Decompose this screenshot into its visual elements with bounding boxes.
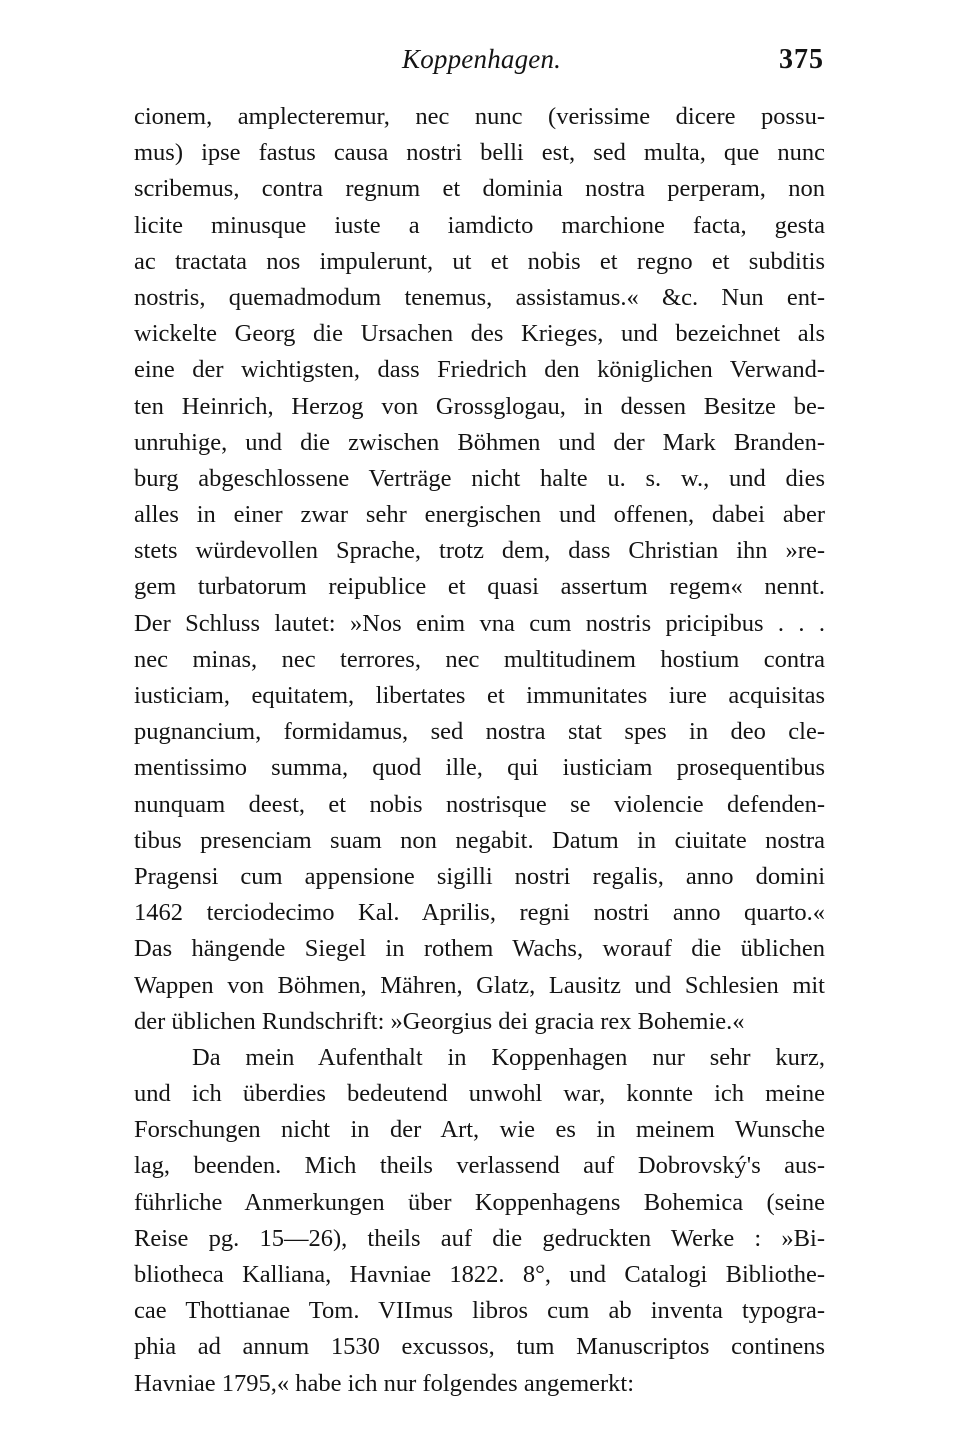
text-line: 1462 terciodecimo Kal. Aprilis, regni nostri anno quarto.« xyxy=(134,899,825,927)
text-line: lag, beenden. Mich theils verlassend auf Dobrovský's aus- xyxy=(134,1152,825,1180)
text-line: nunquam deest, et nobis nostrisque se violencie defenden- xyxy=(134,790,825,818)
text-line: unruhige, und die zwischen Böhmen und der Mark Branden- xyxy=(134,428,825,456)
text-line: stets würdevollen Sprache, trotz dem, dass Christian ihn »re- xyxy=(134,537,825,565)
text-line: pugnancium, formidamus, sed nostra stat spes in deo cle- xyxy=(134,718,825,746)
running-title: Koppenhagen. xyxy=(402,44,562,74)
text-line: der üblichen Rundschrift: »Georgius dei gracia rex Bohemie.« xyxy=(134,1007,745,1035)
text-line: Das hängende Siegel in rothem Wachs, worauf die üblichen xyxy=(134,935,825,963)
body-text xyxy=(134,99,825,1402)
text-line: Havniae 1795,« habe ich nur folgendes angemerkt: xyxy=(134,1369,635,1397)
text-line: Forschungen nicht in der Art, wie es in meinem Wunsche xyxy=(134,1116,825,1144)
paragraph-start-line: Da mein Aufenthalt in Koppenhagen nur sehr kurz, xyxy=(192,1043,825,1071)
text-line: ten Heinrich, Herzog von Grossglogau, in dessen Besitze be- xyxy=(134,392,825,420)
text-line: mus) ipse fastus causa nostri belli est, sed multa, que nunc xyxy=(134,139,825,167)
text-line: Wappen von Böhmen, Mähren, Glatz, Lausitz und Schlesien mit xyxy=(134,971,825,999)
text-line: ac tractata nos impulerunt, ut et nobis et regno et subditis xyxy=(134,247,825,275)
text-line: wickelte Georg die Ursachen des Krieges, und bezeichnet als xyxy=(134,320,825,348)
text-line: alles in einer zwar sehr energischen und offenen, dabei aber xyxy=(134,501,825,529)
text-line: licite minusque iuste a iamdicto marchione facta, gesta xyxy=(134,211,825,239)
text-line: Reise pg. 15—26), theils auf die gedruckten Werke : »Bi- xyxy=(134,1224,825,1252)
text-line: cionem, amplecteremur, nec nunc (verissime dicere possu- xyxy=(134,103,825,130)
text-line: phia ad annum 1530 excussos, tum Manuscriptos continens xyxy=(134,1333,825,1361)
running-head xyxy=(132,40,824,84)
text-line: Pragensi cum appensione sigilli nostri regalis, anno domini xyxy=(134,862,825,890)
text-line: und ich überdies bedeutend unwohl war, konnte ich meine xyxy=(134,1080,825,1108)
text-line: mentissimo summa, quod ille, qui iusticiam prosequentibus xyxy=(134,754,825,782)
text-line: bliotheca Kalliana, Havniae 1822. 8°, und Catalogi Bibliothe- xyxy=(134,1261,825,1288)
text-line: iusticiam, equitatem, libertates et immunitates iure acquisitas xyxy=(134,682,825,709)
text-line: gem turbatorum reipublice et quasi assertum regem« nennt. xyxy=(134,573,825,601)
page-number: 375 xyxy=(779,44,824,75)
text-line: tibus presenciam suam non negabit. Datum in ciuitate nostra xyxy=(134,826,825,854)
text-line: cae Thottianae Tom. VIImus libros cum ab inventa typogra- xyxy=(134,1297,825,1325)
text-line: eine der wichtigsten, dass Friedrich den königlichen Verwand- xyxy=(134,356,825,384)
text-line: führliche Anmerkungen über Koppenhagens Bohemica (seine xyxy=(134,1188,825,1216)
text-line: scribemus, contra regnum et dominia nostra perperam, non xyxy=(134,175,825,203)
text-line: nostris, quemadmodum tenemus, assistamus.« &c. Nun ent- xyxy=(134,283,825,311)
text-line: Der Schluss lautet: »Nos enim vna cum nostris pricipibus . . . xyxy=(134,609,825,637)
text-line: burg abgeschlossene Verträge nicht halte u. s. w., und dies xyxy=(134,464,825,492)
text-line: nec minas, nec terrores, nec multitudinem hostium contra xyxy=(134,645,825,673)
